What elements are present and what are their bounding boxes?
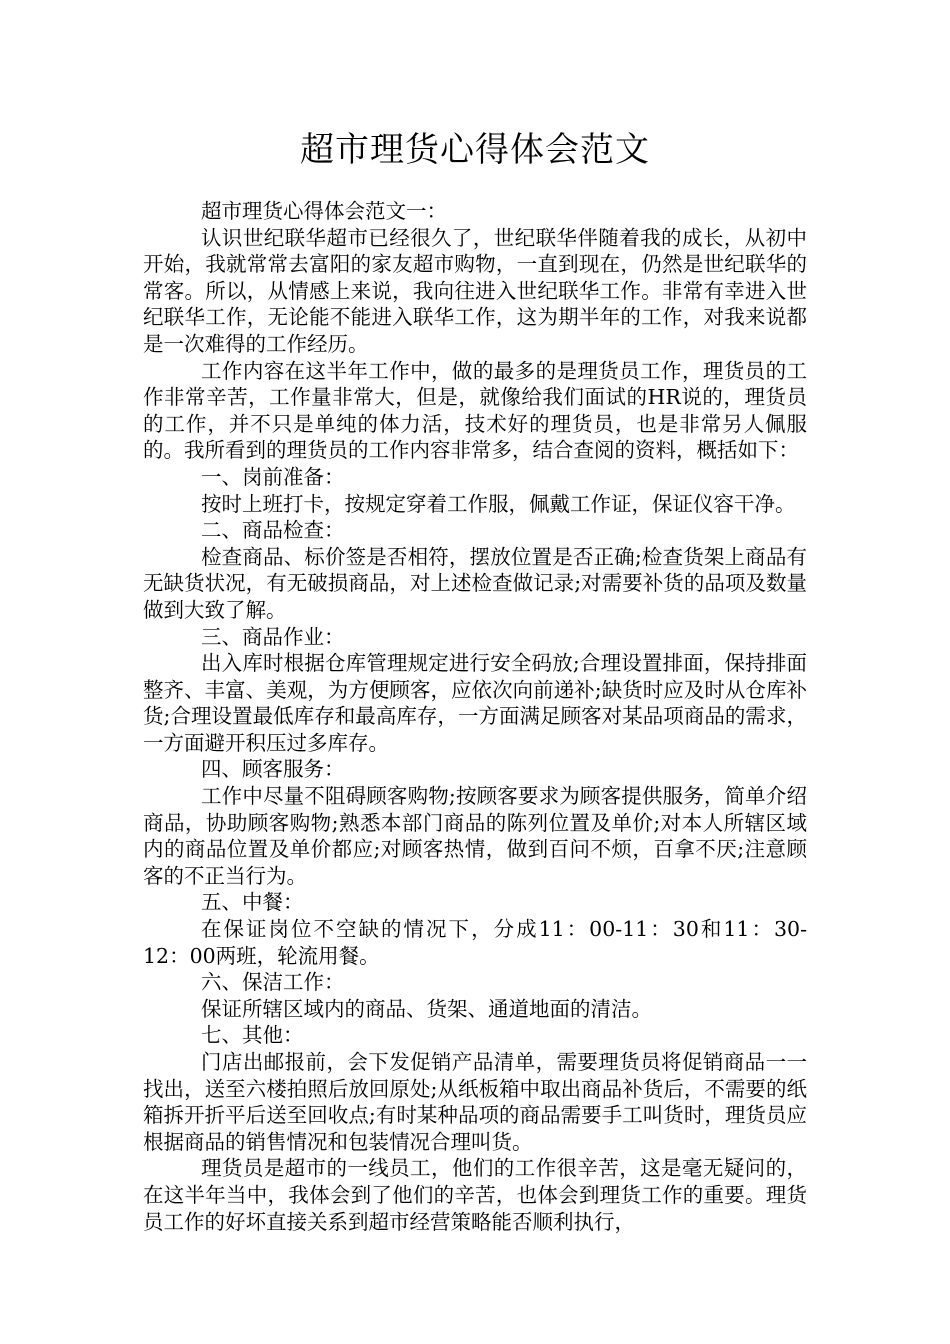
body-paragraph: 按时上班打卡，按规定穿着工作服，佩戴工作证，保证仪容干净。 (201, 491, 796, 516)
body-paragraph: 认识世纪联华超市已经很久了，世纪联华伴随着我的成长，从初中开始，我就常常去富阳的家友超市购物，一直到现在，仍然是世纪联华的常客。所以，从情感上来说，我向往进入世纪联华工作。非常有幸进入世纪联华工作，无论能不能进入联华工作，这为期半年的工作，对我来说都是一次难得的工作经历。 (143, 225, 807, 356)
section-heading: 六、保洁工作： (201, 970, 345, 995)
body-paragraph: 出入库时根据仓库管理规定进行安全码放;合理设置排面，保持排面整齐、丰富、美观，为方便顾客，应依次向前递补;缺货时应及时从仓库补货;合理设置最低库存和最高库存，一方面满足顾客对某品项商品的需求，一方面避开积压过多库存。 (143, 651, 807, 755)
section-heading: 五、中餐： (201, 890, 304, 915)
body-paragraph: 工作中尽量不阻碍顾客购物;按顾客要求为顾客提供服务，简单介绍商品，协助顾客购物;熟悉本部门商品的陈列位置及单价;对本人所辖区域内的商品位置及单价都应;对顾客热情，做到百问不烦，百拿不厌;注意顾客的不正当行为。 (143, 784, 807, 888)
document-title: 超市理货心得体会范文 (300, 130, 650, 170)
body-paragraph: 理货员是超市的一线员工，他们的工作很辛苦，这是毫无疑问的，在这半年当中，我体会到了他们的辛苦，也体会到理货工作的重要。理货员工作的好坏直接关系到超市经营策略能否顺利执行， (143, 1156, 807, 1234)
body-paragraph: 在保证岗位不空缺的情况下，分成11：00-11：30和11：30-12：00两班，轮流用餐。 (143, 917, 807, 968)
section-heading: 三、商品作业： (201, 624, 345, 649)
section-heading: 二、商品检查： (201, 518, 345, 543)
body-paragraph: 保证所辖区域内的商品、货架、通道地面的清洁。 (201, 996, 652, 1021)
body-paragraph: 检查商品、标价签是否相符，摆放位置是否正确;检查货架上商品有无缺货状况，有无破损商品，对上述检查做记录;对需要补货的品项及数量做到大致了解。 (143, 544, 807, 622)
section-heading: 四、顾客服务： (201, 757, 345, 782)
section-heading: 一、岗前准备： (201, 464, 345, 489)
section-heading: 七、其他： (201, 1023, 304, 1048)
body-paragraph: 门店出邮报前，会下发促销产品清单，需要理货员将促销商品一一找出，送至六楼拍照后放回原处;从纸板箱中取出商品补货后，不需要的纸箱拆开折平后送至回收点;有时某种品项的商品需要手工叫货时，理货员应根据商品的销售情况和包装情况合理叫货。 (143, 1050, 807, 1154)
document-body (143, 198, 807, 1235)
body-paragraph: 工作内容在这半年工作中，做的最多的是理货员工作，理货员的工作非常辛苦，工作量非常大，但是，就像给我们面试的HR说的，理货员的工作，并不只是单纯的体力活，技术好的理货员，也是非常另人佩服的。我所看到的理货员的工作内容非常多，结合查阅的资料，概括如下： (143, 358, 807, 463)
section-heading: 超市理货心得体会范文一： (201, 199, 447, 223)
